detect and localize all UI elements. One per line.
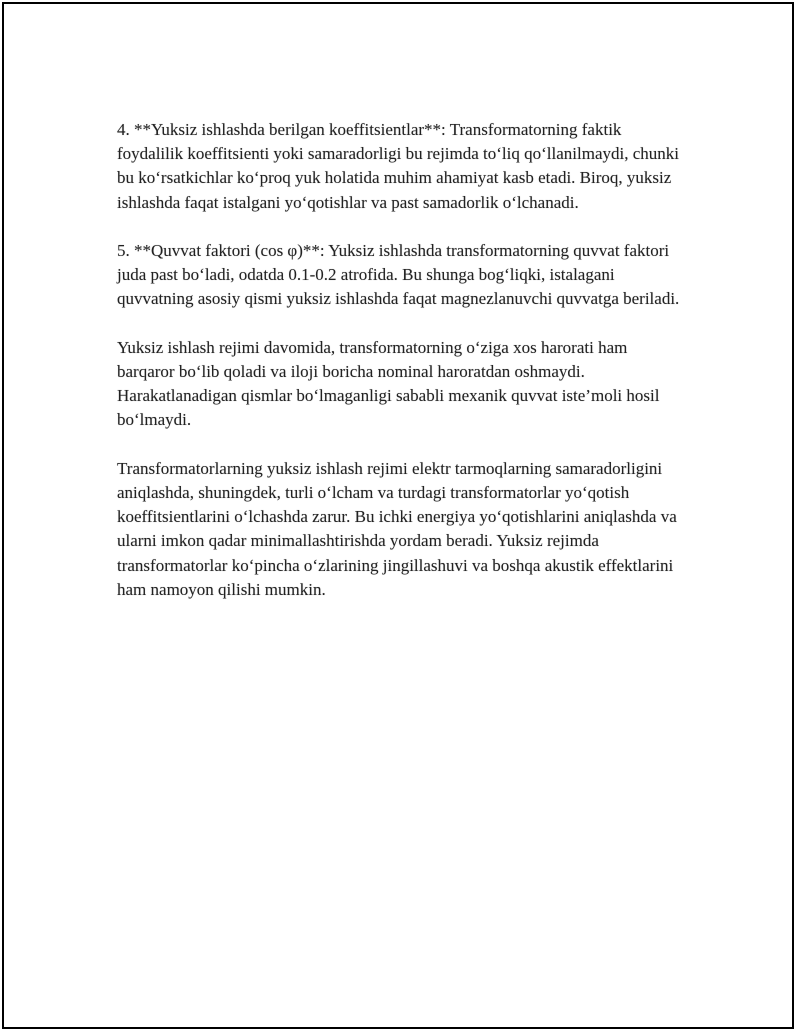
paragraph-summary: Transformatorlarning yuksiz ishlash rejimi elektr tarmoqlarning samaradorligini aniqlashda, shuningdek, turli o‘lcham va turdagi transformatorlar yo‘qotish koeffitsientlarini o‘lchashda zarur. Bu ichki energiya yo‘qotishlarini aniqlashda va ularni imkon qadar minimallashtirishda yordam beradi. Yuksiz rejimda transformatorlar ko‘pincha o‘zlarining jingillashuvi va boshqa akustik effektlarini ham namoyon qilishi mumkin. [117,458,677,599]
paragraph-temperature: Yuksiz ishlash rejimi davomida, transformatorning o‘ziga xos harorati ham barqaror bo‘lib qoladi va iloji boricha nominal haroratdan oshmaydi. Harakatlanadigan qismlar bo‘lmaganligi sababli mexanik quvvat iste’moli hosil bo‘lmaydi. [117,337,660,430]
paragraph-idle-coefficients: 4. **Yuksiz ishlashda berilgan koeffitsientlar**: Transformatorning faktik foydalilik koeffitsienti yoki samaradorligi bu rejimda to‘liq qo‘llanilmaydi, chunki bu ko‘rsatkichlar ko‘proq yuk holatida muhim ahamiyat kasb etadi. Biroq, yuksiz ishlashda faqat istalgani yo‘qotishlar va past samadorlik o‘lchanadi. [117,120,679,212]
document-body [117,118,687,626]
paragraph-power-factor: 5. **Quvvat faktori (cos φ)**: Yuksiz ishlashda transformatorning quvvat faktori juda past bo‘ladi, odatda 0.1-0.2 atrofida. Bu shunga bog‘liqki, istalagani quvvatning asosiy qismi yuksiz ishlashda faqat magnezlanuvchi quvvatga beriladi. [117,241,680,309]
